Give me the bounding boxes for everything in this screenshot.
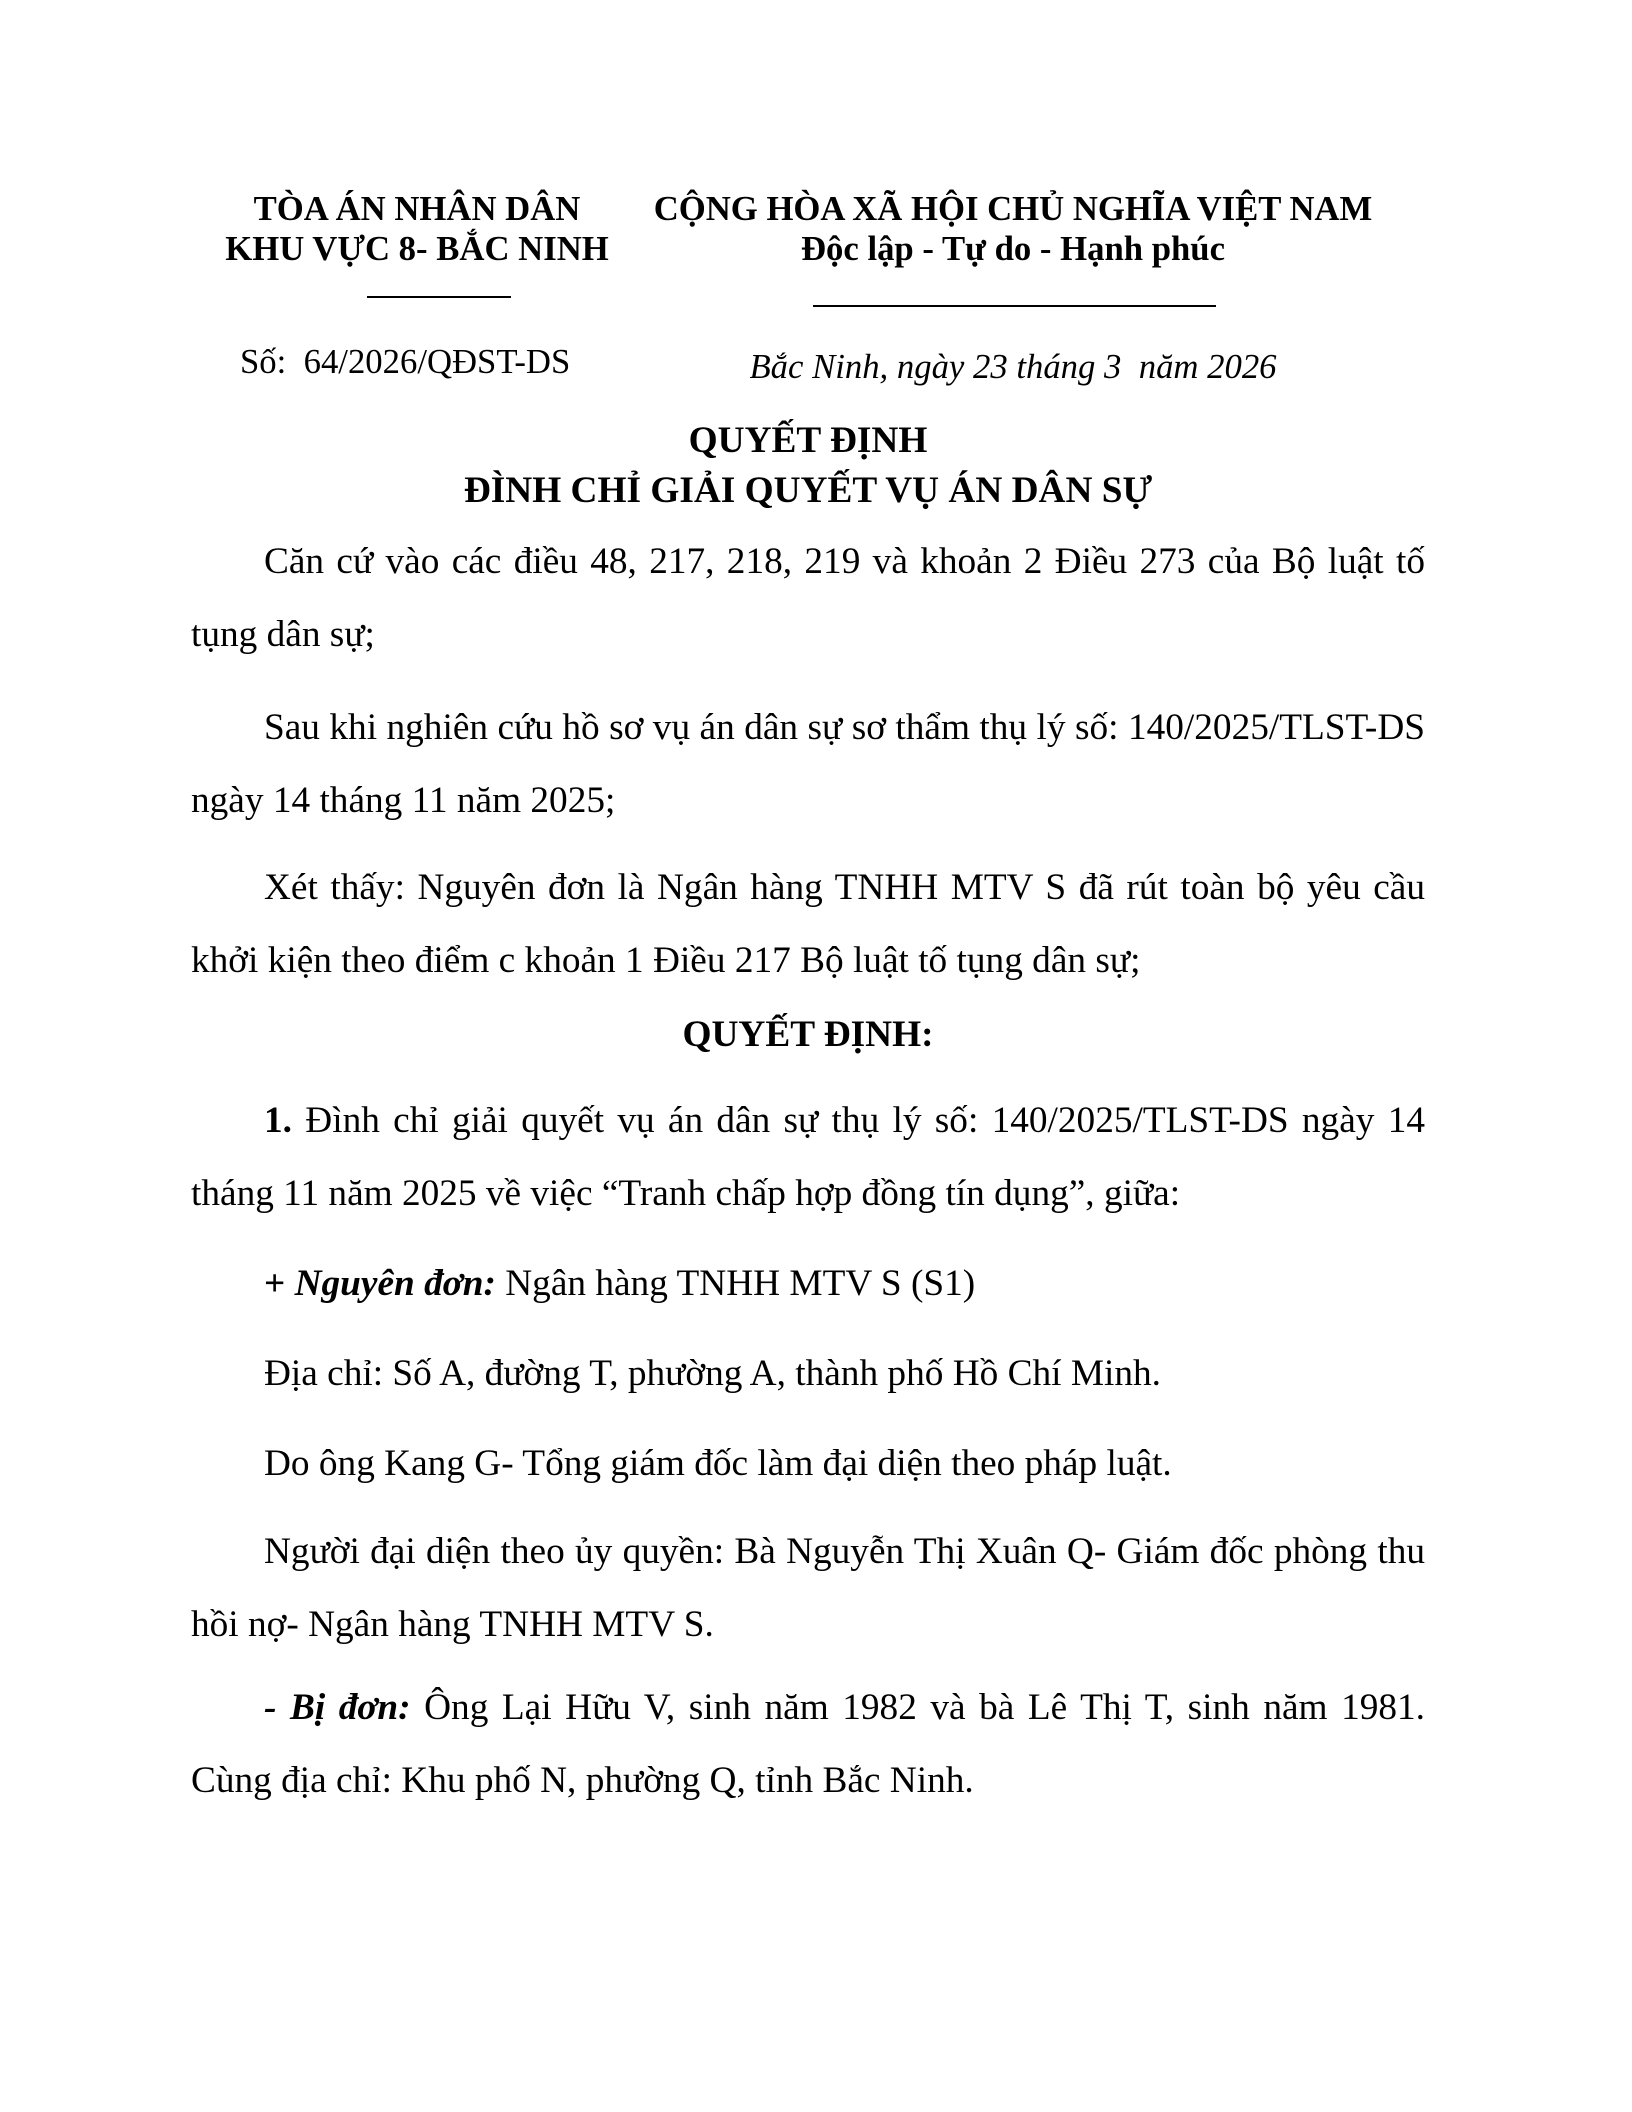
nation-motto: Độc lập - Tự do - Hạnh phúc [800,229,1225,268]
findings-paragraph: Xét thấy: Nguyên đơn là Ngân hàng TNHH MTV S đã rút toàn bộ yêu cầu khởi kiện theo điểm c khoản 1 Điều 217 Bộ luật tố tụng dân sự; [191,867,1425,981]
title-line1: QUYẾT ĐỊNH [688,420,928,461]
decision-item-1 [191,1084,1425,1230]
court-name-line2: KHU VỰC 8- BẮC NINH [225,229,609,268]
defendant-text: Ông Lại Hữu V, sinh năm 1982 và bà Lê Thị T, sinh năm 1981. Cùng địa chỉ: Khu phố N, phường Q, tỉnh Bắc Ninh. [191,1687,1425,1801]
court-name-line1: TÒA ÁN NHÂN DÂN [253,189,581,228]
case-review-paragraph: Sau khi nghiên cứu hồ sơ vụ án dân sự sơ thẩm thụ lý số: 140/2025/TLST-DS ngày 14 tháng 11 năm 2025; [191,707,1425,821]
title-line2: ĐÌNH CHỈ GIẢI QUYẾT VỤ ÁN DÂN SỰ [463,470,1153,511]
plaintiff-label: Nguyên đơn: [294,1263,496,1304]
defendant-label: - Bị đơn: [264,1687,411,1728]
plaintiff-address: Địa chỉ: Số A, đường T, phường A, thành phố Hồ Chí Minh. [264,1353,1161,1394]
plaintiff-legal-representative: Do ông Kang G- Tổng giám đốc làm đại diện theo pháp luật. [264,1443,1172,1484]
item-number: 1. [264,1100,292,1141]
plaintiff-authorized-representative: Người đại diện theo ủy quyền: Bà Nguyễn Thị Xuân Q- Giám đốc phòng thu hồi nợ- Ngân hàng TNHH MTV S. [191,1531,1425,1645]
defendant-paragraph [191,1671,1425,1817]
plaintiff-name: Ngân hàng TNHH MTV S (S1) [495,1263,976,1304]
document-number: Số: 64/2026/QĐST-DS [240,342,571,381]
legal-basis-paragraph: Căn cứ vào các điều 48, 217, 218, 219 và khoản 2 Điều 273 của Bộ luật tố tụng dân sự; [191,541,1425,655]
document-title [191,416,1425,516]
nation-name: CỘNG HÒA XÃ HỘI CHỦ NGHĨA VIỆT NAM [653,189,1373,228]
court-underline [367,296,511,298]
national-motto [613,189,1413,269]
item-text: Đình chỉ giải quyết vụ án dân sự thụ lý số: 140/2025/TLST-DS ngày 14 tháng 11 năm 2025 về việc “Tranh chấp hợp đồng tín dụng”, giữa: [191,1100,1425,1214]
plaintiff-line [191,1247,1425,1320]
plaintiff-prefix: + [264,1263,295,1304]
court-name [217,189,617,269]
place-date: Bắc Ninh, ngày 23 tháng 3 năm 2026 [749,347,1277,386]
decision-heading: QUYẾT ĐỊNH: [682,1014,934,1055]
motto-underline [813,305,1216,307]
